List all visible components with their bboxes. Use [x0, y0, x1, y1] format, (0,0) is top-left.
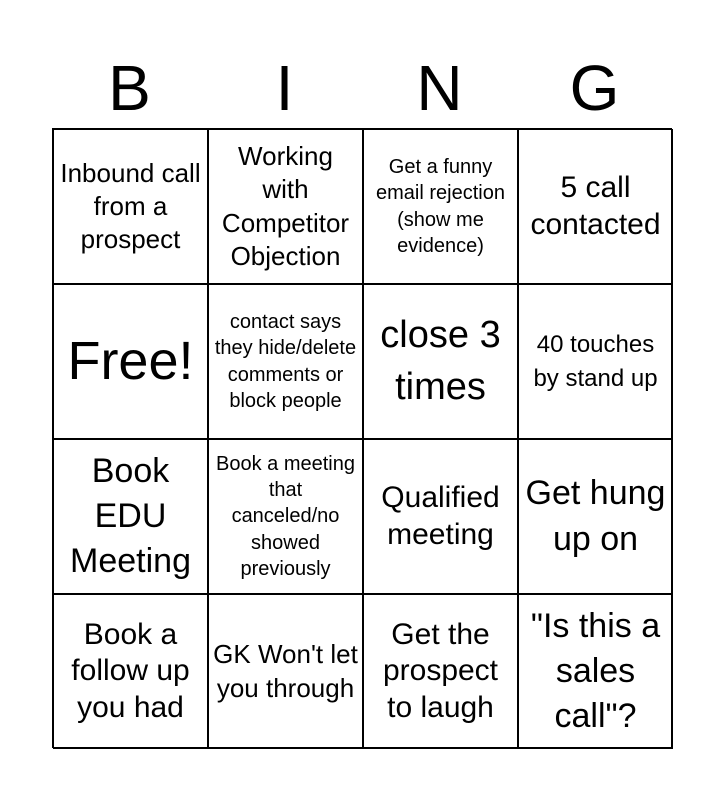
bingo-cell-r3c4[interactable]: [518, 439, 673, 594]
cell-label: Book EDU Meeting: [70, 451, 191, 581]
cell-label: Qualified meeting: [381, 480, 500, 551]
cell-label: contact says they hide/delete comments or block people: [214, 310, 357, 412]
bingo-cell-free[interactable]: [53, 284, 208, 439]
bingo-header: [52, 48, 672, 128]
cell-label: Working with Competitor Objection: [221, 140, 350, 271]
cell-label: Get a funny email rejection (show me evidence): [376, 155, 505, 257]
cell-label: Get the prospect to laugh: [382, 617, 499, 724]
bingo-cell-r4c2[interactable]: [208, 594, 363, 749]
bingo-cell-r4c4[interactable]: [518, 594, 673, 749]
bingo-board: [52, 128, 672, 748]
header-letter-i: I: [275, 52, 294, 124]
cell-label: GK Won't let you through: [213, 639, 358, 703]
bingo-cell-r1c2[interactable]: [208, 129, 363, 284]
bingo-cell-r2c2[interactable]: [208, 284, 363, 439]
bingo-cell-r4c1[interactable]: [53, 594, 208, 749]
cell-label: Free!: [67, 331, 194, 392]
cell-label: Book a follow up you had: [71, 617, 190, 724]
header-letter-b: B: [108, 52, 151, 124]
bingo-cell-r1c3[interactable]: [363, 129, 518, 284]
cell-label: Inbound call from a prospect: [60, 157, 201, 255]
bingo-cell-r4c3[interactable]: [363, 594, 518, 749]
header-letter-n: N: [416, 52, 463, 124]
bingo-cell-r3c1[interactable]: [53, 439, 208, 594]
cell-label: 5 call contacted: [530, 170, 661, 241]
bingo-cell-r3c2[interactable]: [208, 439, 363, 594]
cell-label: "Is this a sales call"?: [530, 606, 661, 736]
bingo-cell-r2c3[interactable]: [363, 284, 518, 439]
bingo-cell-r2c4[interactable]: [518, 284, 673, 439]
bingo-cell-r3c3[interactable]: [363, 439, 518, 594]
bingo-cell-r1c1[interactable]: [53, 129, 208, 284]
header-letter-g: G: [569, 52, 620, 124]
cell-label: Book a meeting that canceled/no showed previously: [216, 452, 355, 581]
cell-label: Get hung up on: [525, 474, 666, 558]
cell-label: 40 touches by stand up: [533, 330, 658, 392]
bingo-cell-r1c4[interactable]: [518, 129, 673, 284]
cell-label: close 3 times: [380, 314, 501, 408]
